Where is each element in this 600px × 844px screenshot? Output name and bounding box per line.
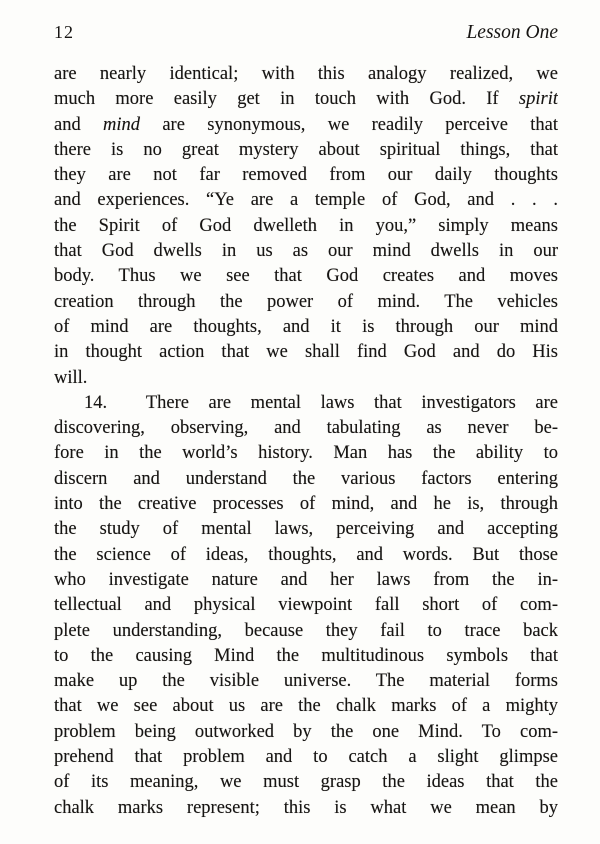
text-segment: creation through the power of mind. The vehicles	[54, 291, 558, 312]
text-line	[54, 163, 558, 188]
text-line	[54, 188, 558, 213]
text-line	[54, 492, 558, 517]
text-segment: of mind are thoughts, and it is through our mind	[54, 316, 558, 337]
text-segment: and experiences. “Ye are a temple of God, and . . .	[54, 190, 558, 211]
text-line	[54, 543, 558, 568]
text-line	[54, 441, 558, 466]
text-line	[54, 340, 558, 365]
text-segment: that we see about us are the chalk marks of a mighty	[54, 696, 558, 717]
text-segment: there is no great mystery about spiritual things, that	[54, 139, 558, 160]
text-segment: much more easily get in touch with God. If	[54, 89, 519, 110]
text-segment: of its meaning, we must grasp the ideas that the	[54, 772, 558, 793]
text-line	[54, 391, 558, 416]
running-header: Lesson One	[466, 22, 558, 43]
text-line	[54, 720, 558, 745]
text-line	[54, 62, 558, 87]
page-header	[54, 22, 558, 44]
text-line	[54, 568, 558, 593]
text-line	[54, 87, 558, 112]
text-segment: will.	[54, 367, 88, 388]
text-segment: into the creative processes of mind, and he is, through	[54, 494, 558, 515]
text-line	[54, 796, 558, 821]
text-segment: in thought action that we shall find God and do His	[54, 342, 558, 363]
paragraph	[54, 62, 558, 391]
text-line	[54, 669, 558, 694]
text-line	[54, 113, 558, 138]
text-line	[54, 239, 558, 264]
text-segment: prehend that problem and to catch a slight glimpse	[54, 747, 558, 768]
text-segment: the science of ideas, thoughts, and words. But those	[54, 544, 558, 565]
text-segment: plete understanding, because they fail to trace back	[54, 620, 558, 641]
text-segment: to the causing Mind the multitudinous symbols that	[54, 645, 558, 666]
text-segment: tellectual and physical viewpoint fall short of com-	[54, 595, 558, 616]
text-segment: chalk marks represent; this is what we mean by	[54, 797, 558, 818]
text-segment: who investigate nature and her laws from the in-	[54, 569, 558, 590]
page-number: 12	[54, 22, 74, 42]
text-segment: discovering, observing, and tabulating as never be-	[54, 418, 558, 439]
text-segment: make up the visible universe. The material forms	[54, 671, 558, 692]
text-line	[54, 619, 558, 644]
text-line	[54, 366, 558, 391]
text-line	[54, 745, 558, 770]
text-segment: that God dwells in us as our mind dwells in our	[54, 241, 558, 262]
italic-term: spirit	[518, 89, 558, 110]
body-text	[54, 62, 558, 821]
text-line	[54, 264, 558, 289]
text-line	[54, 770, 558, 795]
text-line	[54, 214, 558, 239]
text-segment: they are not far removed from our daily thoughts	[54, 165, 558, 186]
text-line	[54, 315, 558, 340]
text-segment: 14. There are mental laws that investigators are	[84, 392, 558, 413]
text-segment: body. Thus we see that God creates and moves	[54, 266, 558, 287]
text-segment: are nearly identical; with this analogy realized, we	[54, 64, 558, 84]
text-segment: fore in the world’s history. Man has the ability to	[54, 443, 558, 464]
text-line	[54, 290, 558, 315]
text-segment: the Spirit of God dwelleth in you,” simply means	[54, 215, 558, 236]
text-line	[54, 593, 558, 618]
text-segment: problem being outworked by the one Mind. To com-	[54, 721, 558, 742]
italic-term: mind	[103, 114, 141, 135]
text-line	[54, 467, 558, 492]
text-line	[54, 644, 558, 669]
text-line	[54, 416, 558, 441]
text-segment: the study of mental laws, perceiving and accepting	[54, 519, 558, 540]
text-line	[54, 138, 558, 163]
text-segment: discern and understand the various factors entering	[54, 468, 558, 489]
text-segment: and	[54, 114, 104, 135]
text-line	[54, 694, 558, 719]
text-segment: are synonymous, we readily perceive that	[140, 114, 558, 135]
paragraph	[54, 391, 558, 821]
text-line	[54, 517, 558, 542]
